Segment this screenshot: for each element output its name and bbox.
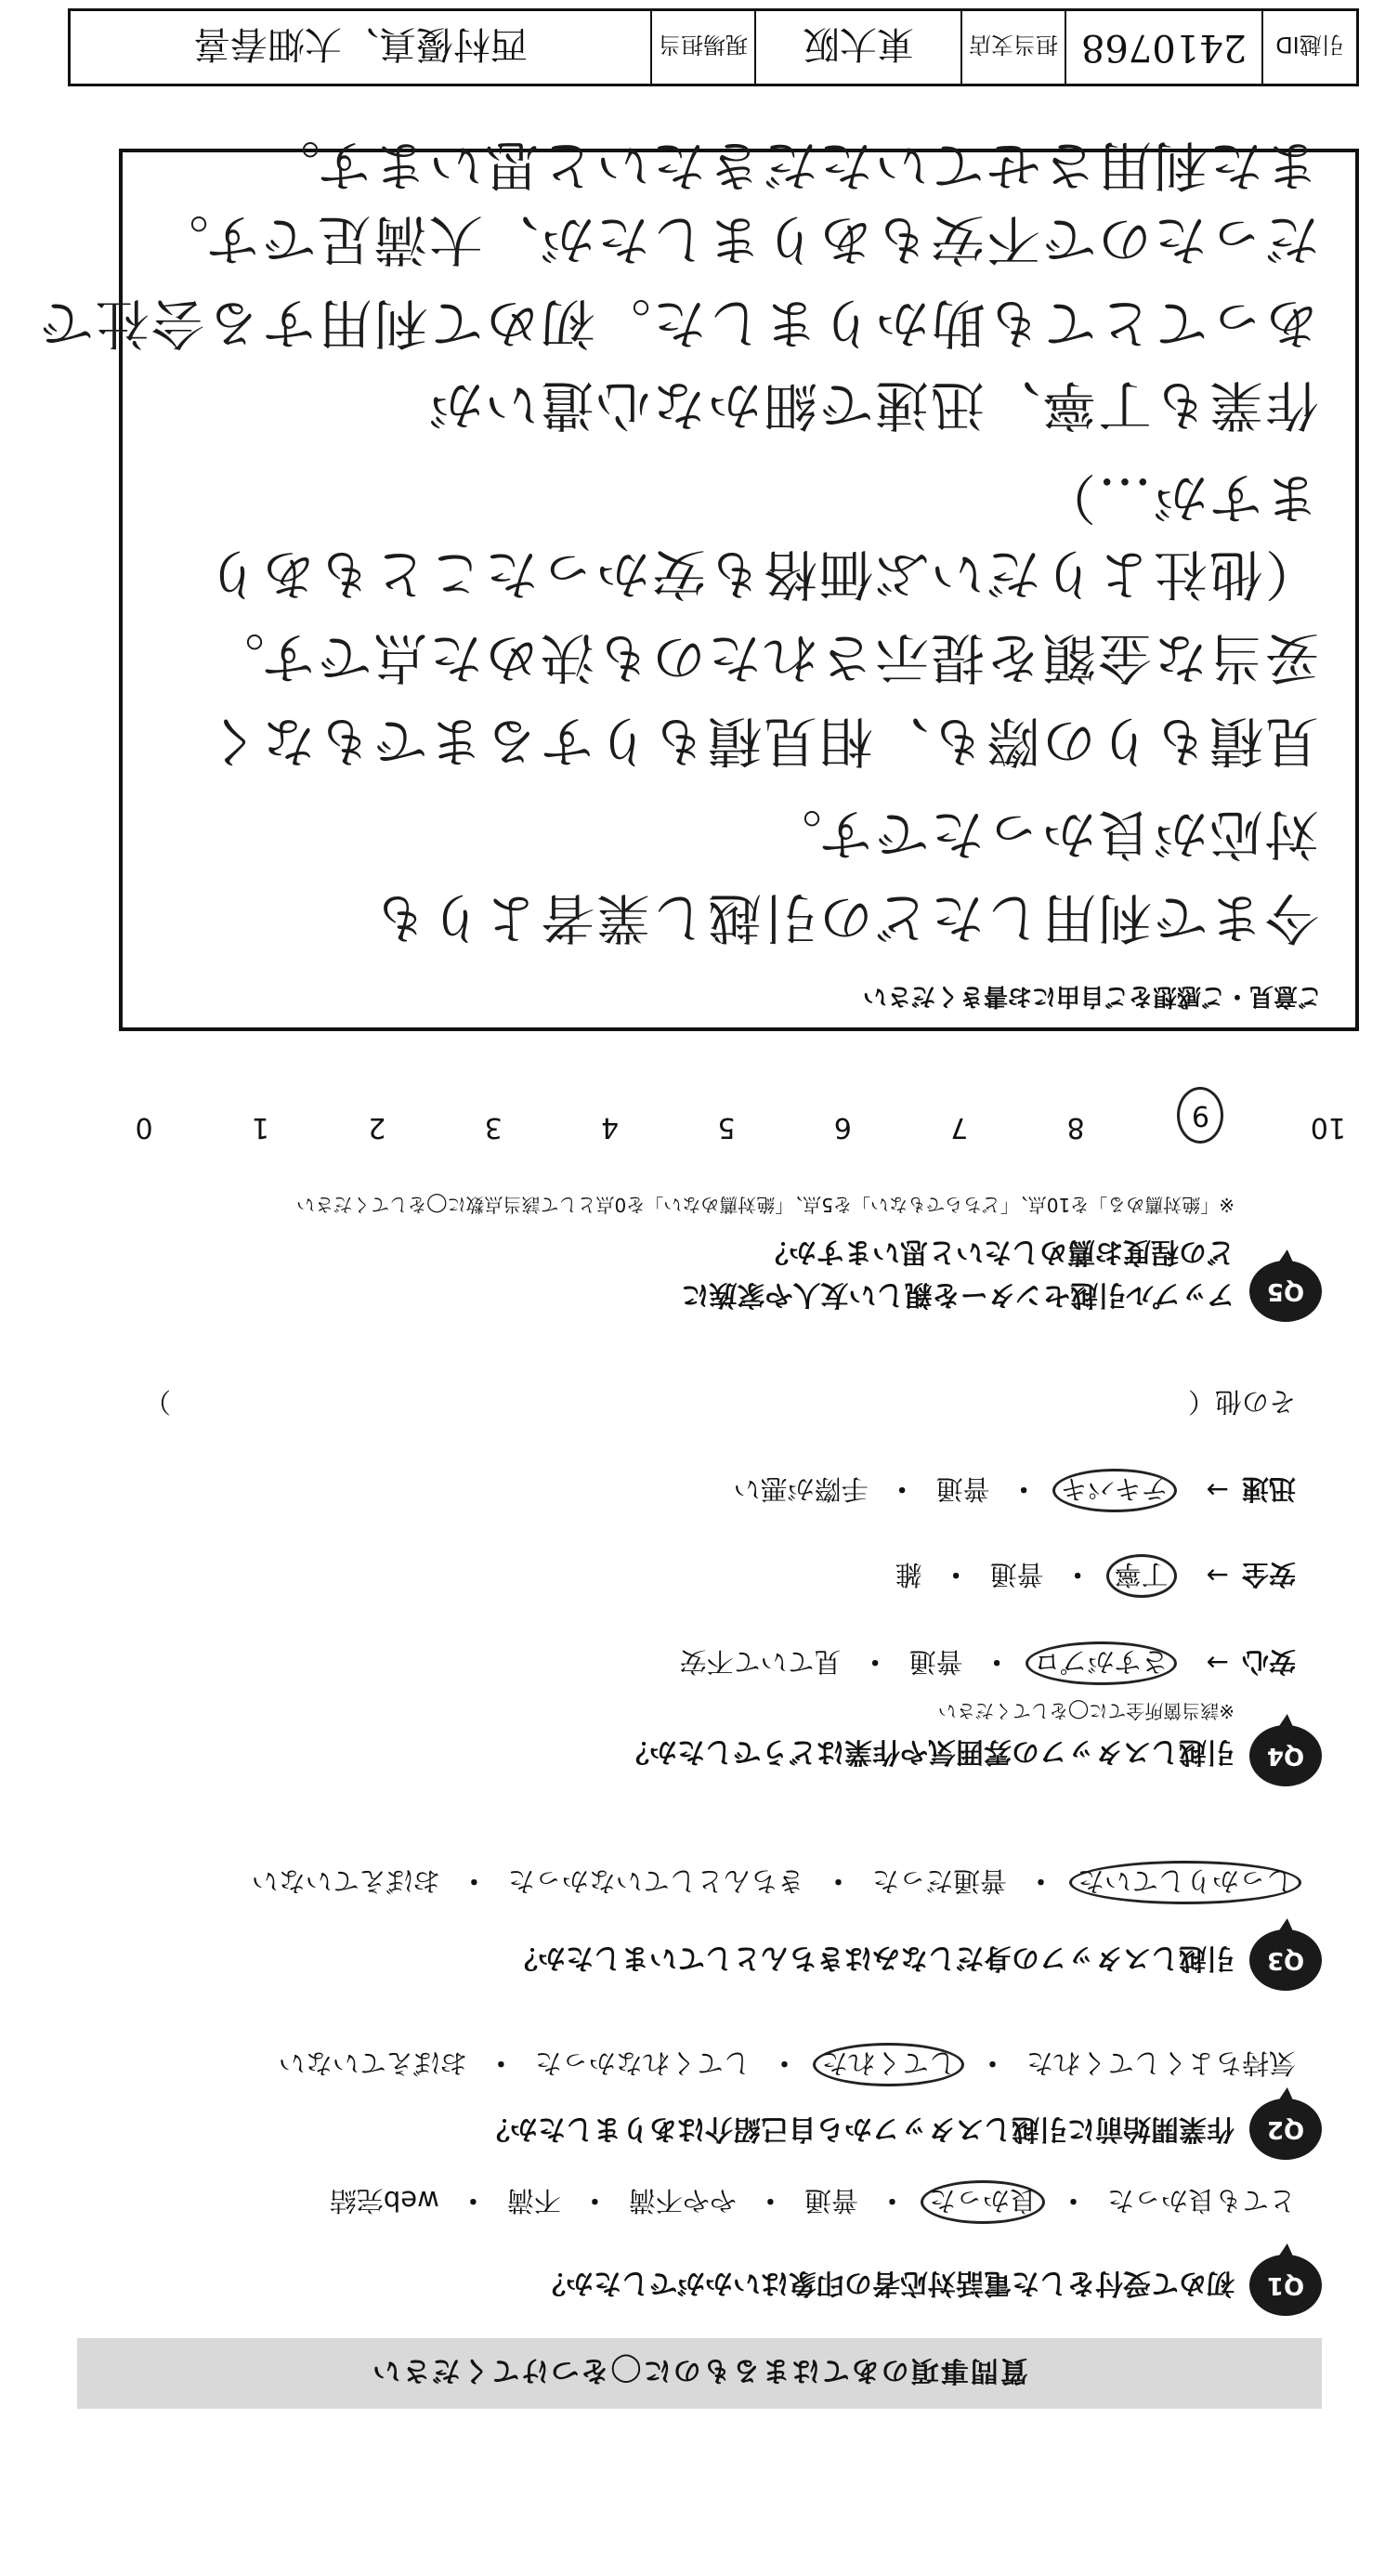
q1-option-5[interactable]: 不満 xyxy=(506,2185,561,2216)
q2-options: 気持ちよくしてくれた ・ してくれた ・ してくれなかった ・ おぼえていない xyxy=(279,2046,1296,2084)
q3-badge: Q3 xyxy=(1249,1929,1322,1991)
q5-note: ※「絶対薦める」を10点、「どちらでもない」を5点、「絶対薦めない」を0点として該当点数に◯をしてください xyxy=(296,1194,1235,1216)
comments-title: ご意見・ご感想をご自由にお書きください xyxy=(862,982,1322,1010)
footer-branch-label: 担当支店 xyxy=(960,11,1065,84)
q5-question-line-2: どの程度お薦めしたいと思いますか？ xyxy=(761,1236,1235,1268)
comment-line-4: 妥当な金額を提示されたのも決めた点です。 xyxy=(208,626,1319,689)
comment-line-10: また利用させていただきたいと思います。 xyxy=(264,134,1319,197)
arrow-right-icon: → xyxy=(1206,1560,1229,1592)
footer-id-value: 2410768 xyxy=(1065,11,1261,84)
q5-score-row xyxy=(129,1087,1346,1144)
comment-line-1: 今まで利用したどの引越し業者よりも xyxy=(371,886,1319,949)
q4-question: 引越しスタッフの雰囲気や作業はどうでしたか？ xyxy=(621,1735,1235,1768)
q1-option-2-selected[interactable]: 良かった xyxy=(921,2180,1045,2224)
q1-badge: Q1 xyxy=(1249,2255,1322,2316)
footer-branch-value: 東大阪 xyxy=(754,11,960,84)
comment-line-8: あってとても助かりました。初めて利用する会社で xyxy=(37,292,1319,355)
q4-row-anzen-label: 安全 xyxy=(1241,1559,1296,1590)
q2-option-1[interactable]: 気持ちよくしてくれた xyxy=(1026,2047,1296,2079)
footer-id-label: 引越ID xyxy=(1261,11,1356,84)
footer-info-grid xyxy=(68,8,1359,86)
q4-anzen-option-3[interactable]: 雑 xyxy=(895,1559,922,1590)
score-7[interactable]: 7 xyxy=(950,1111,969,1144)
q4-anshin-option-2[interactable]: 普通 xyxy=(908,1646,963,1678)
q4-anshin-option-1-selected[interactable]: さすがプロ xyxy=(1026,1641,1177,1685)
score-5[interactable]: 5 xyxy=(717,1111,736,1144)
q2-option-4[interactable]: おぼえていない xyxy=(278,2047,467,2079)
q3-option-3[interactable]: きちんとしていなかった xyxy=(507,1865,804,1897)
score-10[interactable]: 10 xyxy=(1310,1111,1346,1144)
q1-option-6[interactable]: web完結 xyxy=(329,2185,439,2216)
q1-option-1[interactable]: とても良かった xyxy=(1106,2185,1296,2216)
q4-other-close: ） xyxy=(144,1386,172,1418)
q4-badge: Q4 xyxy=(1249,1725,1322,1786)
q4-anzen-option-2[interactable]: 普通 xyxy=(989,1559,1044,1590)
score-0[interactable]: 0 xyxy=(135,1111,153,1144)
q4-jinsoku-option-2[interactable]: 普通 xyxy=(935,1473,990,1505)
footer-leader-value: 西村優真、大畑春喜 xyxy=(193,22,528,66)
q1-option-4[interactable]: やや不満 xyxy=(628,2185,737,2216)
arrow-right-icon: → xyxy=(1206,1474,1229,1507)
comment-line-2: 対応が良かったです。 xyxy=(765,803,1319,866)
q3-option-2[interactable]: 普通だった xyxy=(871,1865,1007,1897)
arrow-right-icon: → xyxy=(1206,1647,1229,1680)
score-8[interactable]: 8 xyxy=(1066,1111,1085,1144)
q4-jinsoku-option-1-selected[interactable]: テキパキ xyxy=(1052,1469,1177,1512)
q4-note: ※該当箇所全てに◯をしてください xyxy=(937,1700,1235,1722)
q4-row-jinsoku: 迅速 → テキパキ ・ 普通 ・ 手際が悪い xyxy=(734,1471,1296,1510)
comment-line-3: 見積もりの際も、相見積もりするまでもなく xyxy=(203,710,1319,773)
q4-jinsoku-option-3[interactable]: 手際が悪い xyxy=(733,1473,869,1505)
q4-other-row xyxy=(144,1384,1296,1422)
comment-line-9: だったので不安もありましたが、大満足です。 xyxy=(152,208,1319,271)
q2-option-3[interactable]: してくれなかった xyxy=(534,2047,751,2079)
q4-row-anzen: 安全 → 丁寧 ・ 普通 ・ 雑 xyxy=(895,1557,1296,1595)
comment-line-7: 作業も丁寧、迅速で細かな心遣いが xyxy=(426,373,1319,437)
q1-question: 初めて受付をした電話対応者の印象はいかがでしたか？ xyxy=(538,2267,1235,2299)
score-3[interactable]: 3 xyxy=(484,1111,503,1144)
score-4[interactable]: 4 xyxy=(601,1111,620,1144)
q1-options: とても良かった ・ 良かった ・ 普通 ・ やや不満 ・ 不満 ・ web完結 xyxy=(330,2183,1296,2221)
q4-row-anshin-label: 安心 xyxy=(1241,1646,1296,1678)
q4-row-jinsoku-label: 迅速 xyxy=(1241,1473,1296,1505)
q3-option-1-selected[interactable]: しっかりしていた xyxy=(1069,1861,1301,1904)
q2-option-2-selected[interactable]: してくれた xyxy=(813,2043,964,2086)
score-6[interactable]: 6 xyxy=(833,1111,852,1144)
survey-header: 質問事項のあてはまるものに◯をつけてください xyxy=(77,2338,1322,2409)
score-1[interactable]: 1 xyxy=(251,1111,269,1144)
comment-line-6: ますが…） xyxy=(1039,466,1319,530)
q2-question: 作業開始前に引越しスタッフから自己紹介はありましたか？ xyxy=(482,2112,1235,2145)
footer-leader-label: 現場担当 xyxy=(650,11,754,84)
q4-other-label: その他（ xyxy=(1187,1386,1296,1418)
q5-question-line-1: アップル引越センターを親しい友人や家族に xyxy=(681,1278,1235,1311)
comment-line-5: （他社よりだいぶ価格も安かったこともあり xyxy=(203,543,1319,606)
score-2[interactable]: 2 xyxy=(368,1111,386,1144)
q4-anshin-option-3[interactable]: 見ていて不安 xyxy=(679,1646,842,1678)
q3-options: しっかりしていた ・ 普通だった ・ きちんとしていなかった ・ おぼえていない xyxy=(252,1863,1296,1902)
score-9-selected[interactable]: 9 xyxy=(1177,1087,1223,1144)
q1-option-3[interactable]: 普通 xyxy=(804,2185,858,2216)
q3-option-4[interactable]: おぼえていない xyxy=(251,1865,440,1897)
q4-row-anshin: 安心 → さすがプロ ・ 普通 ・ 見ていて不安 xyxy=(680,1644,1296,1682)
q2-badge: Q2 xyxy=(1249,2099,1322,2160)
q5-badge: Q5 xyxy=(1249,1261,1322,1322)
q4-anzen-option-1-selected[interactable]: 丁寧 xyxy=(1106,1554,1177,1598)
q3-question: 引越しスタッフの身だしなみはきちんとしていましたか？ xyxy=(510,1942,1235,1974)
